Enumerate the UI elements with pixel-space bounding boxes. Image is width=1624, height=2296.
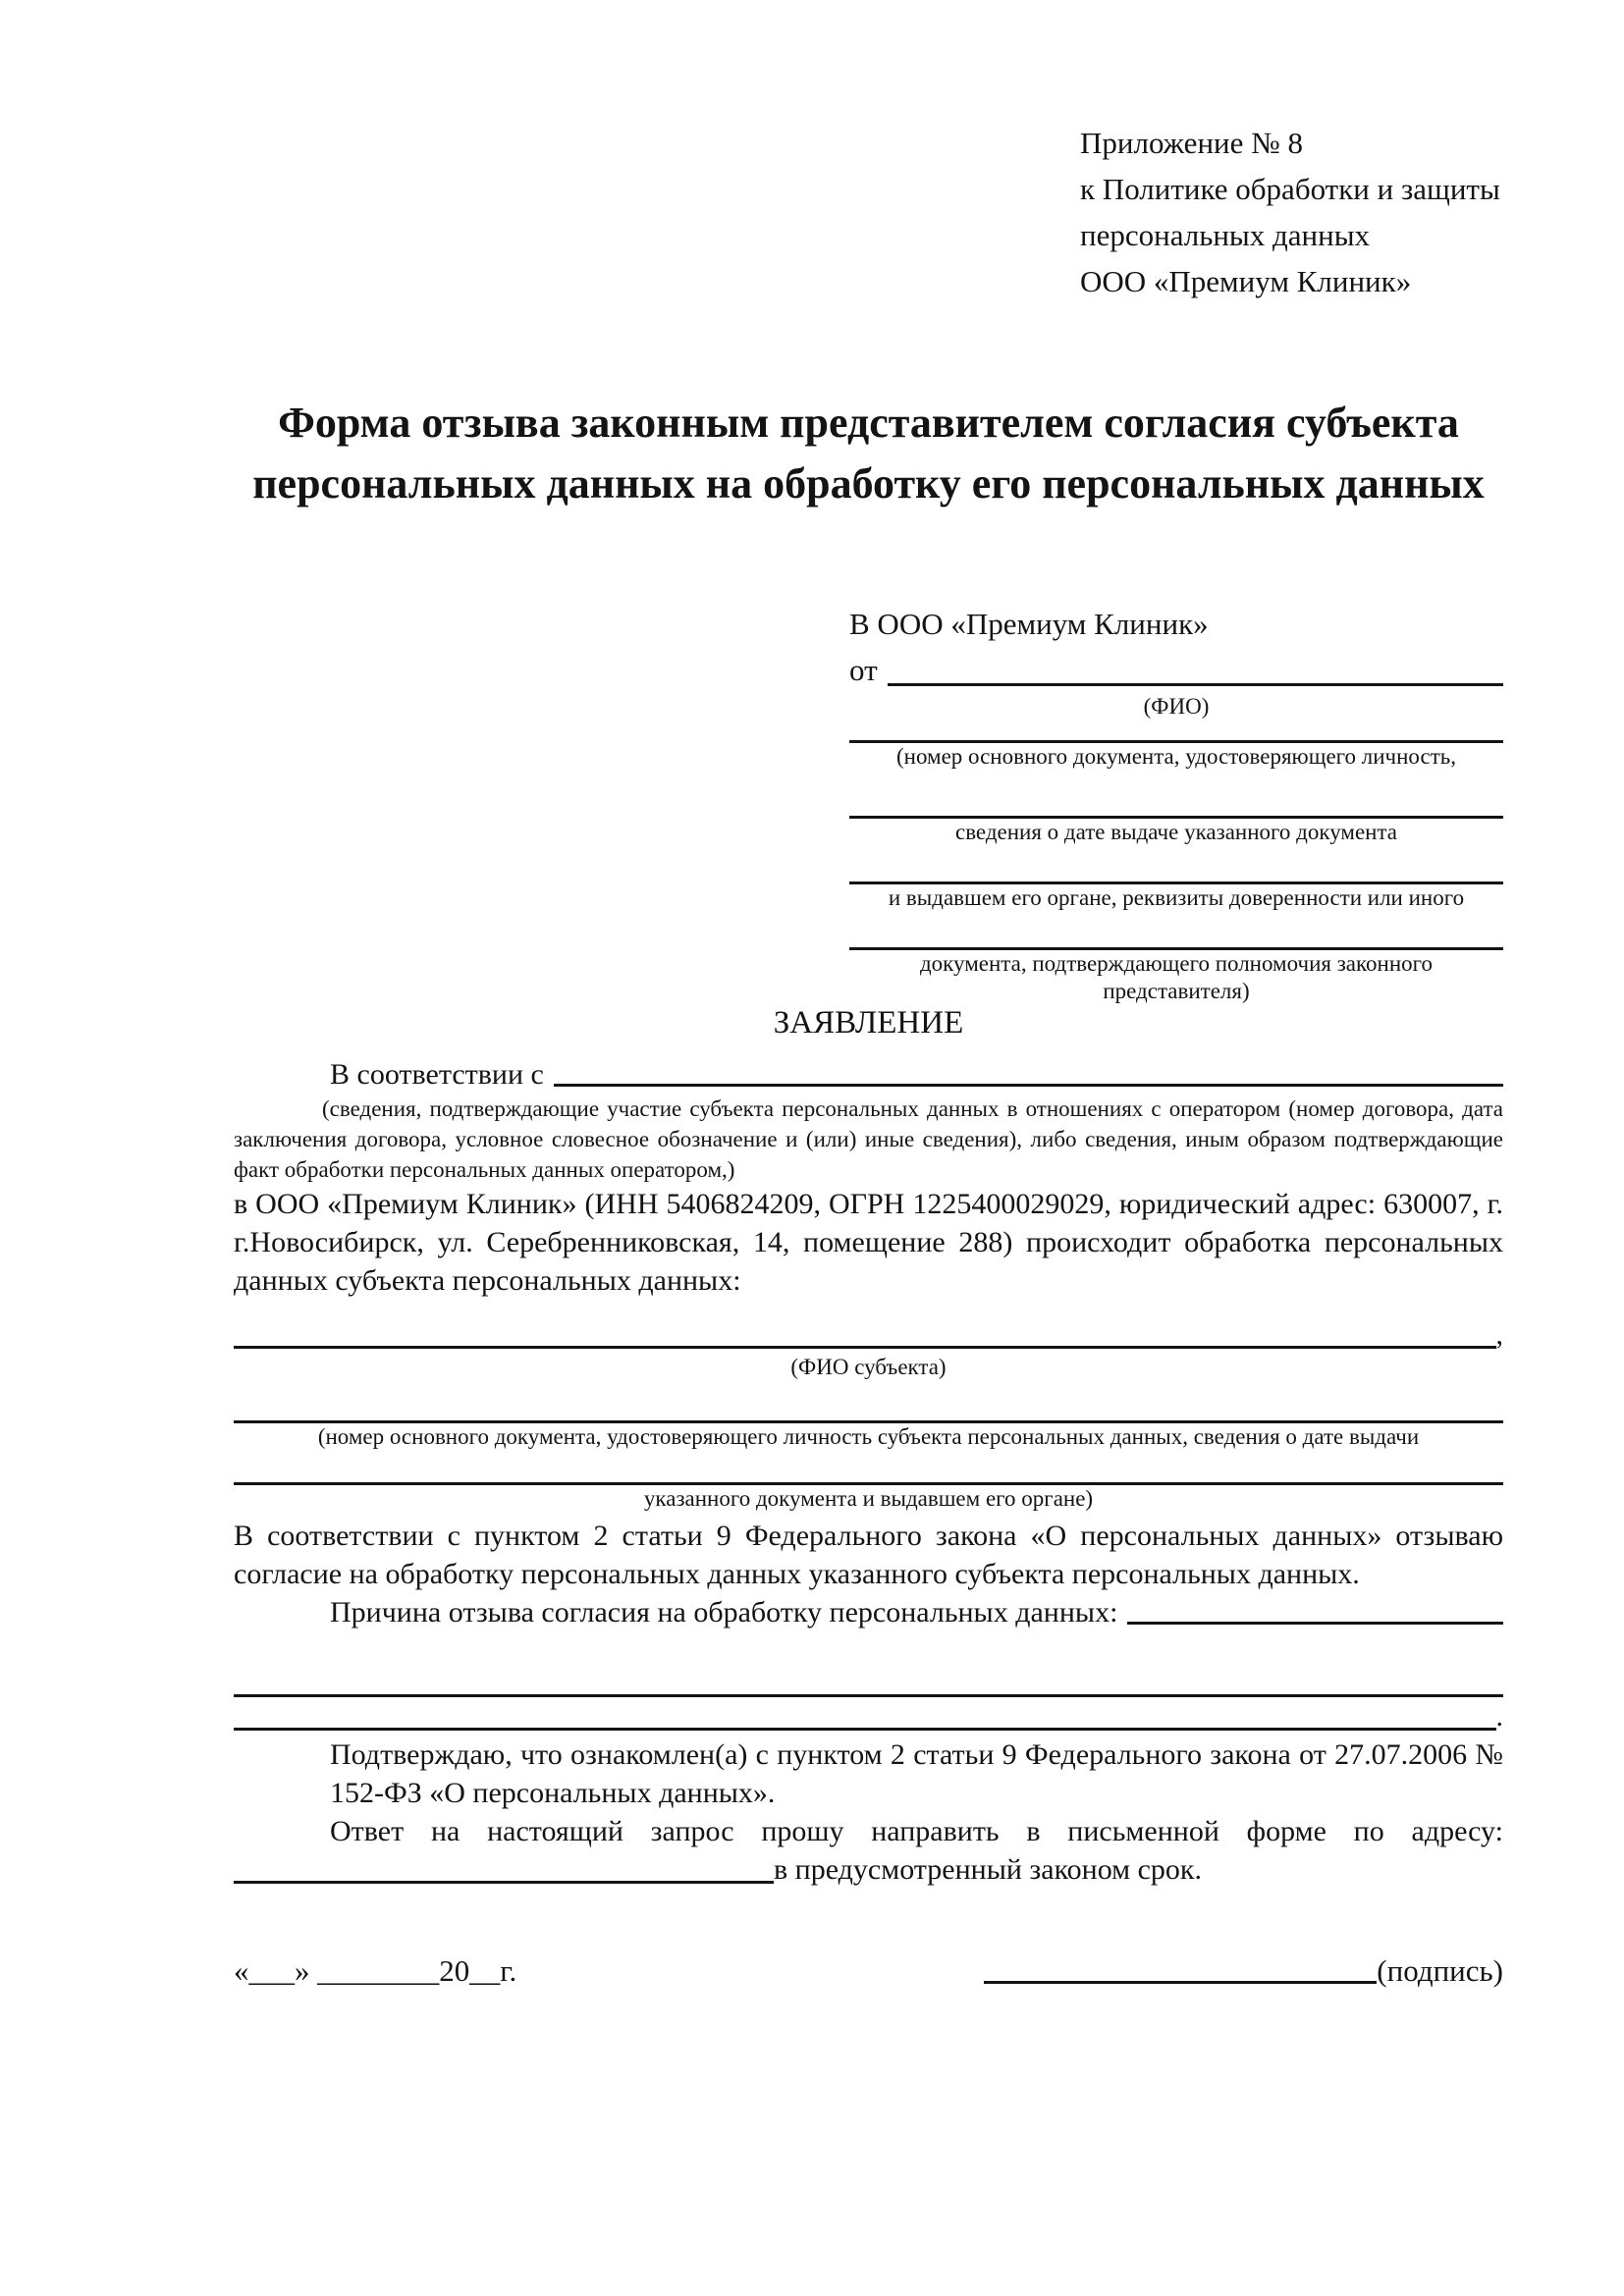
reason-tail-period: .: [1495, 1700, 1503, 1733]
subject-fio-suffix: ,: [1495, 1318, 1503, 1351]
subject-document-caption-2: указанного документа и выдавшем его органе): [643, 1486, 1094, 1511]
subject-document-caption: (номер основного документа, удостоверяющего личность субъекта персональных данных, сведения о дате выдачи: [317, 1424, 1420, 1449]
from-name-blank-line: [888, 647, 1503, 686]
annex-header: [1080, 120, 1500, 304]
subject-fio-blank-line: [234, 1315, 1496, 1349]
reason-blank-line: [1127, 1593, 1503, 1625]
form-title: Форма отзыва законным представителем согласия субъекта персональных данных на обработку его персональных данных: [252, 399, 1485, 507]
basis-blank-line: [554, 1055, 1503, 1087]
from-field: [849, 647, 1503, 693]
signature-blank-line: [984, 1981, 1377, 1984]
statement-body: [234, 1055, 1503, 1889]
annex-header-line: к Политике обработки и защиты: [1080, 172, 1500, 206]
signature-caption: (подпись): [1377, 1953, 1503, 1988]
operator-paragraph: в ООО «Премиум Клиник» (ИНН 5406824209, ОГРН 1225400029029, юридический адрес: 630007, г. г.Новосибирск, ул. Серебренниковская, 14, помещение 288) происходит обработка персональных данных субъекта персональных данных:: [234, 1188, 1503, 1297]
recipient-block: [849, 601, 1503, 1005]
subject-document-blank-line-2: [234, 1451, 1503, 1485]
reason-field: [234, 1593, 1503, 1631]
basis-field: [234, 1055, 1503, 1094]
signature-field: [984, 1951, 1503, 1991]
statement-heading: ЗАЯВЛЕНИЕ: [773, 1005, 964, 1041]
footer: [234, 1951, 1503, 1991]
issue-date-caption: сведения о дате выдаче указанного документа: [954, 820, 1398, 844]
subject-fio-field: [234, 1315, 1503, 1354]
from-label: от: [849, 653, 878, 687]
reason-extra-row-2: [234, 1697, 1503, 1735]
authority-document-blank-line: [849, 912, 1503, 950]
recipient-line: В ООО «Премиум Клиник»: [849, 607, 1209, 641]
fio-caption: (ФИО): [1143, 694, 1210, 719]
basis-note: (сведения, подтверждающие участие субъекта персональных данных в отношениях с оператором (номер договора, дата заключения договора, условное словесное обозначение и (или) иные сведения), либо сведения, иным образом подтверждающие факт обработки персональных данных оператором,): [234, 1096, 1503, 1182]
reply-request-tail: в предусмотренный законом срок.: [774, 1853, 1202, 1886]
date-field: «___» ________20__г.: [234, 1953, 517, 1988]
annex-header-line: Приложение № 8: [1080, 126, 1303, 160]
authority-document-caption: документа, подтверждающего полномочия законного представителя): [919, 951, 1433, 1003]
document-number-blank-line: [849, 721, 1503, 743]
reply-address-row: [234, 1850, 1503, 1889]
basis-prefix: В соответствии с: [330, 1058, 544, 1091]
reason-extra-blank-line-2: [234, 1697, 1496, 1731]
document-number-caption: (номер основного документа, удостоверяющего личность,: [895, 744, 1456, 769]
annex-header-line: персональных данных: [1080, 218, 1371, 252]
subject-fio-caption: (ФИО субъекта): [790, 1355, 947, 1379]
issuing-authority-blank-line: [849, 846, 1503, 884]
acknowledgement-paragraph: Подтверждаю, что ознакомлен(а) с пунктом 2 статьи 9 Федерального закона от 27.07.2006 № 152-ФЗ «О персональных данных».: [330, 1738, 1503, 1809]
reply-address-blank-line: [234, 1850, 774, 1884]
withdrawal-paragraph: В соответствии с пунктом 2 статьи 9 Федерального закона «О персональных данных» отзываю согласие на обработку персональных данных указанного субъекта персональных данных.: [234, 1520, 1503, 1590]
annex-header-line: ООО «Премиум Клиник»: [1080, 264, 1412, 298]
issue-date-blank-line: [849, 771, 1503, 819]
reply-request-line: Ответ на настоящий запрос прошу направить в письменной форме по адресу:: [330, 1815, 1503, 1847]
issuing-authority-caption: и выдавшем его органе, реквизиты доверенности или иного: [888, 885, 1465, 910]
reason-extra-blank-line-1: [234, 1659, 1503, 1697]
subject-document-blank-line: [234, 1385, 1503, 1423]
reason-prefix: Причина отзыва согласия на обработку персональных данных:: [330, 1596, 1118, 1629]
